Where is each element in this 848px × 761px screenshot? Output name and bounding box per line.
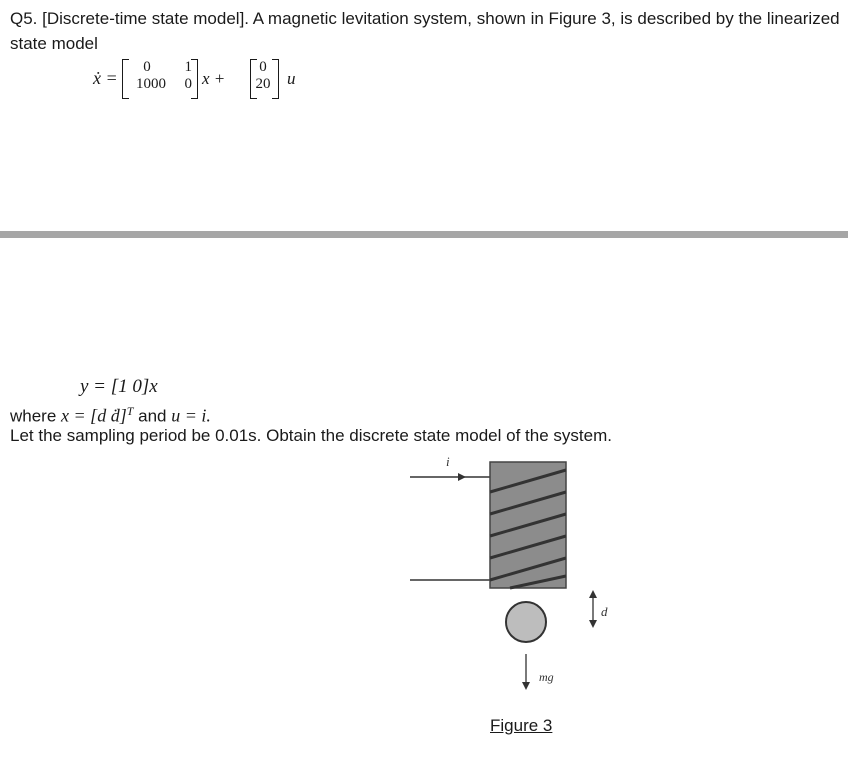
x-plus: x +	[202, 69, 226, 88]
matrix-a-right-bracket	[191, 59, 198, 99]
a12: 1	[184, 59, 192, 75]
steel-ball	[506, 602, 546, 642]
figure-caption: Figure 3	[490, 716, 553, 735]
matrix-a-col2	[178, 59, 192, 93]
where-word: where	[10, 406, 57, 426]
u-symbol: u	[287, 69, 296, 88]
displacement-label: d	[601, 604, 608, 619]
a21: 1000	[136, 76, 166, 92]
gravity-arrow-icon	[522, 682, 530, 690]
where-line	[10, 400, 211, 428]
gravity-label: mg	[539, 670, 554, 684]
state-equation	[0, 55, 400, 105]
a22: 0	[184, 76, 192, 92]
maglev-figure	[400, 452, 630, 712]
question-title: Q5. [Discrete-time state model]. A magnetic levitation system, shown in Figure 3, is described by the linearized state model	[10, 9, 840, 53]
x-definition: x = [d ḋ]	[61, 405, 127, 426]
displacement-arrow-up-icon	[589, 590, 597, 598]
displacement-arrow-down-icon	[589, 620, 597, 628]
page-separator	[0, 231, 848, 238]
instruction-text: Let the sampling period be 0.01s. Obtain the discrete state model of the system.	[10, 426, 612, 445]
current-arrow-icon	[458, 473, 466, 481]
output-equation: y = [1 0]x	[80, 376, 158, 397]
and-word: and	[138, 406, 167, 426]
b1: 0	[259, 59, 267, 75]
matrix-a-col1	[128, 59, 166, 93]
a11: 0	[143, 59, 151, 75]
matrix-b	[254, 59, 272, 93]
matrix-b-right-bracket	[272, 59, 279, 99]
xdot-lhs: ẋ =	[93, 68, 118, 88]
u-definition: u = i.	[171, 405, 211, 426]
transpose-mark: T	[126, 404, 134, 418]
current-label: i	[446, 454, 450, 469]
b2: 20	[255, 76, 271, 92]
